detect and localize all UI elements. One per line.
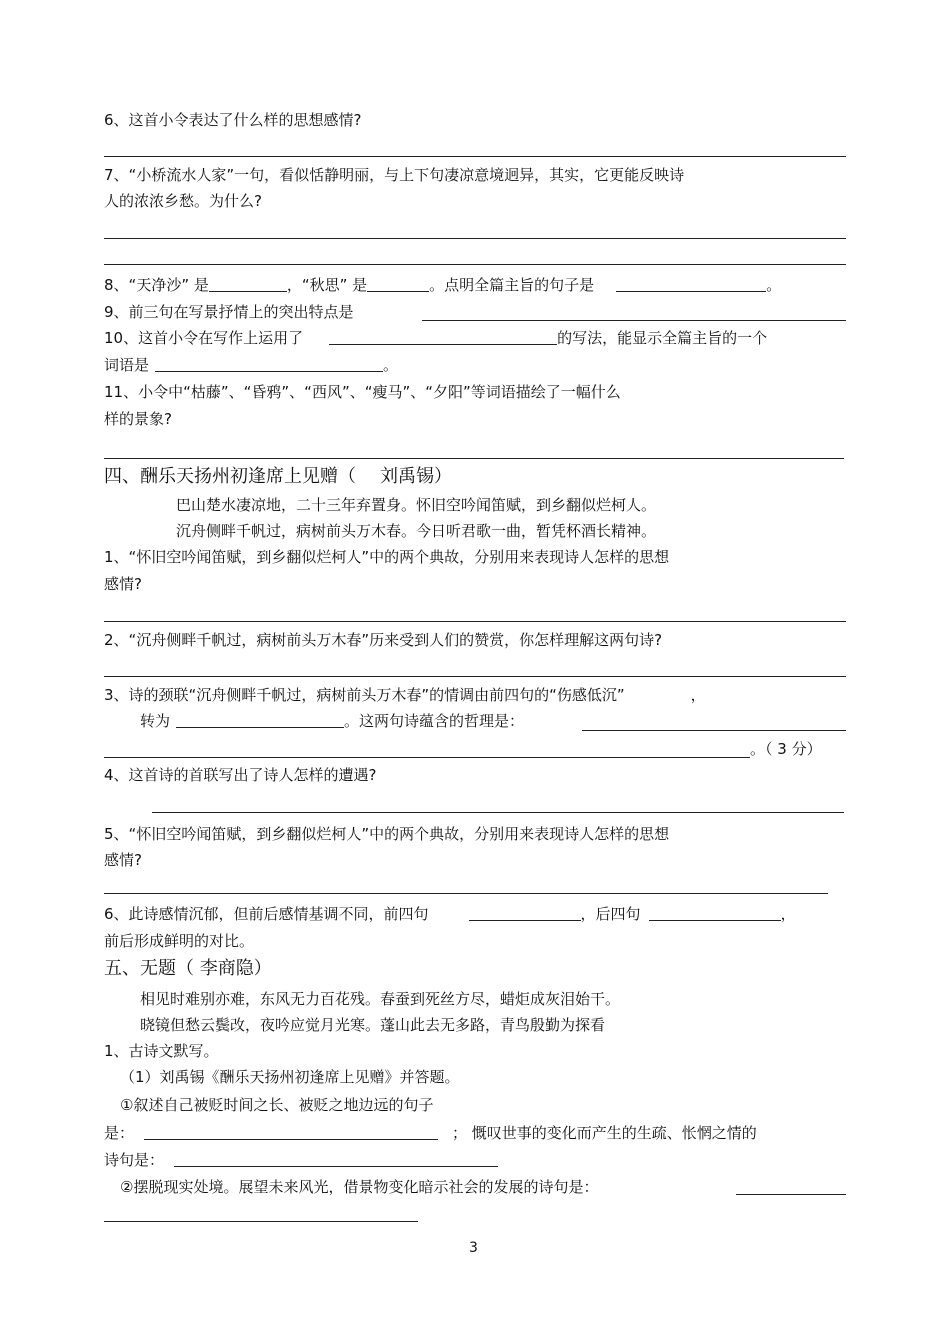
fill-blank[interactable] — [367, 277, 429, 292]
s5-question-1: 1、古诗文默写。 — [104, 1042, 219, 1060]
s4-question-2: 2、“沉舟侧畔千帆过，病树前头万木春”历来受到人们的赞赏，你怎样理解这两句诗? — [104, 631, 663, 649]
question-10-line1: 10、这首小令在写作上运用了 的写法，能显示全篇主旨的一个 — [104, 329, 768, 347]
s4-question-3-line2: 转为 。这两句诗蕴含的哲理是： — [140, 712, 525, 730]
fill-blank[interactable] — [469, 906, 581, 921]
question-11-line2: 样的景象? — [104, 410, 172, 428]
answer-line[interactable] — [104, 458, 844, 459]
poem-line-2: 沉舟侧畔千帆过，病树前头万木春。今日听君歌一曲，暂凭杯酒长精神。 — [176, 522, 657, 540]
s4-question-1-line2: 感情? — [104, 575, 142, 593]
s5-question-1-1b: 是： ； 慨叹世事的变化而产生的生疏、怅惘之情的 — [104, 1124, 757, 1142]
answer-line[interactable] — [104, 621, 846, 622]
answer-line[interactable] — [104, 156, 846, 157]
poem-line-2: 晓镜但愁云鬓改，夜吟应觉月光寒。蓬山此去无多路，青鸟殷勤为探看 — [140, 1016, 606, 1034]
fill-blank[interactable] — [616, 277, 766, 292]
fill-blank[interactable] — [174, 1152, 498, 1167]
s4-question-6-line1: 6、此诗感情沉郁，但前后感情基调不同，前四句 ，后四句 ， — [104, 905, 796, 923]
s5-question-1-1c: 诗句是： — [104, 1151, 498, 1169]
fill-blank[interactable] — [209, 277, 287, 292]
fill-blank[interactable] — [329, 330, 557, 345]
question-6: 6、这首小令表达了什么样的思想感情? — [104, 111, 362, 129]
question-9: 9、前三句在写景抒情上的突出特点是 — [104, 303, 354, 321]
fill-blank[interactable] — [649, 906, 781, 921]
s4-question-3-score: 。（ 3 分） — [750, 740, 822, 758]
s5-question-1-2: ②摆脱现实处境。展望未来风光，借景物变化暗示社会的发展的诗句是： — [120, 1178, 599, 1196]
answer-line[interactable] — [104, 757, 750, 758]
answer-line[interactable] — [104, 238, 846, 239]
s5-question-1-1a: ①叙述自己被贬时间之长、被贬之地边远的句子 — [120, 1096, 434, 1114]
page-number: 3 — [469, 1240, 478, 1256]
fill-blank[interactable] — [176, 713, 344, 728]
answer-line[interactable] — [736, 1194, 846, 1195]
s4-question-6-line2: 前后形成鲜明的对比。 — [104, 932, 255, 950]
question-10-line2: 词语是 。 — [104, 356, 399, 374]
question-11-line1: 11、小令中“枯藤”、“昏鸦”、“西风”、“瘦马”、“夕阳”等词语描绘了一幅什么 — [104, 383, 621, 401]
answer-line[interactable] — [104, 1221, 418, 1222]
answer-line[interactable] — [152, 812, 844, 813]
section-5-title: 五、无题（ 李商隐） — [104, 958, 272, 979]
answer-line[interactable] — [104, 893, 828, 894]
s5-question-1-1: （1）刘禹锡《酬乐天扬州初逢席上见赠》并答题。 — [120, 1068, 460, 1086]
s4-question-1-line1: 1、“怀旧空吟闻笛赋，到乡翻似烂柯人”中的两个典故，分别用来表现诗人怎样的思想 — [104, 548, 670, 566]
question-7-line2: 人的浓浓乡愁。为什么? — [104, 192, 262, 210]
fill-blank[interactable] — [155, 357, 383, 372]
s4-question-5-line2: 感情? — [104, 851, 142, 869]
question-8: 8、“天净沙” 是 ，“秋思” 是 。点明全篇主旨的句子是 。 — [104, 276, 782, 294]
answer-line[interactable] — [104, 676, 846, 677]
fill-blank[interactable] — [144, 1125, 438, 1140]
s4-question-5-line1: 5、“怀旧空吟闻笛赋，到乡翻似烂柯人”中的两个典故，分别用来表现诗人怎样的思想 — [104, 825, 670, 843]
answer-line[interactable] — [582, 730, 846, 731]
poem-line-1: 相见时难别亦难，东风无力百花残。春蚕到死丝方尽，蜡炬成灰泪始干。 — [140, 990, 621, 1008]
answer-line[interactable] — [104, 264, 846, 265]
answer-line[interactable] — [422, 320, 846, 321]
s4-question-3-line1: 3、诗的颈联“沉舟侧畔千帆过，病树前头万木春”的情调由前四句的“伤感低沉” ， — [104, 686, 706, 704]
s4-question-4: 4、这首诗的首联写出了诗人怎样的遭遇? — [104, 766, 377, 784]
question-7-line1: 7、“小桥流水人家”一句，看似恬静明丽，与上下句凄凉意境迥异，其实，它更能反映诗 — [104, 166, 685, 184]
section-4-title: 四、酬乐天扬州初逢席上见赠（ 刘禹锡） — [104, 466, 452, 487]
poem-line-1: 巴山楚水凄凉地，二十三年弃置身。怀旧空吟闻笛赋，到乡翻似烂柯人。 — [176, 496, 657, 514]
